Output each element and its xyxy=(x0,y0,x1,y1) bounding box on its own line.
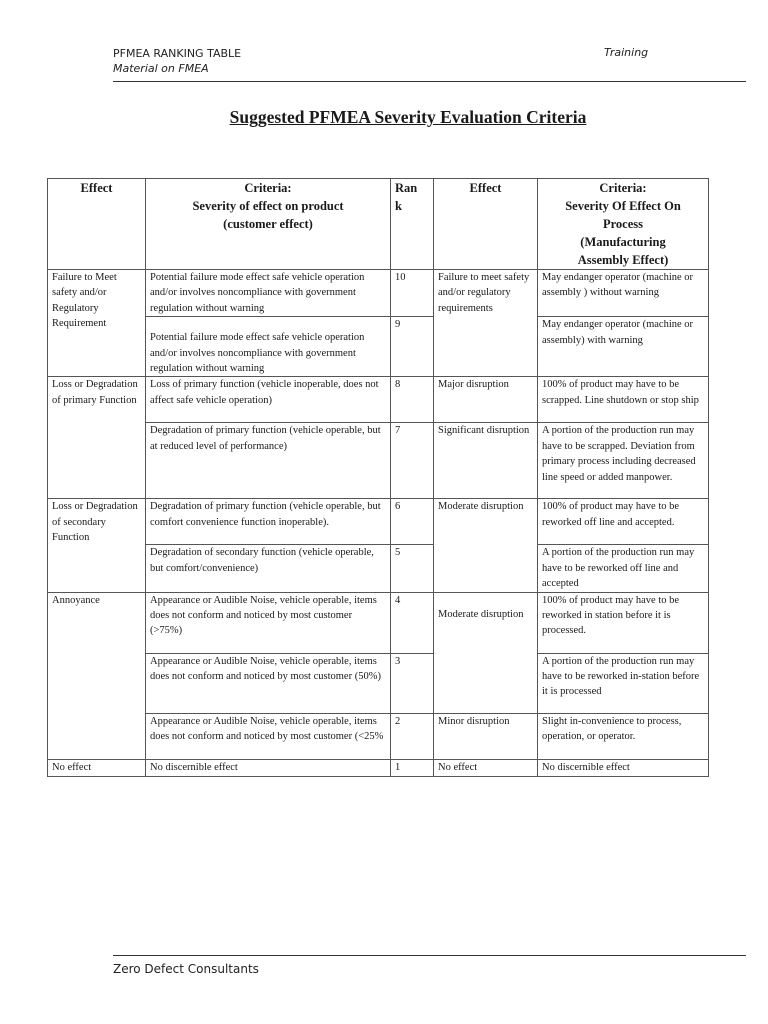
rank-cell: 9 xyxy=(391,317,434,377)
table-row xyxy=(48,317,709,377)
col-header-process-criteria: Criteria: Severity Of Effect On Process (Manufacturing Assembly Effect) xyxy=(538,179,709,270)
table-row xyxy=(48,653,709,713)
rank-cell: 1 xyxy=(391,759,434,776)
header-right-label: Training xyxy=(604,46,649,59)
proc-effect-cell: Significant disruption xyxy=(434,423,538,499)
page-title: Suggested PFMEA Severity Evaluation Criteria xyxy=(229,107,587,127)
proc-criteria-cell: May endanger operator (machine or assembly) with warning xyxy=(538,317,709,377)
table-row xyxy=(48,713,709,759)
proc-criteria-cell: May endanger operator (machine or assembly ) without warning xyxy=(538,270,709,317)
proc-criteria-cell: 100% of product may have to be reworked in station before it is processed. xyxy=(538,592,709,653)
header-doc-subtitle: Material on FMEA xyxy=(113,62,209,75)
rank-cell: 8 xyxy=(391,377,434,423)
cust-criteria-cell: Appearance or Audible Noise, vehicle operable, items does not conform and noticed by most customer (<25% xyxy=(146,713,391,759)
rank-cell: 2 xyxy=(391,713,434,759)
col-header-rank: Ran k xyxy=(391,179,434,270)
header-divider xyxy=(113,81,746,82)
proc-criteria-cell: A portion of the production run may have to be reworked in-station before it is processed xyxy=(538,653,709,713)
rank-cell: 4 xyxy=(391,592,434,653)
proc-criteria-cell: 100% of product may have to be scrapped. Line shutdown or stop ship xyxy=(538,377,709,423)
header-doc-title: PFMEA RANKING TABLE xyxy=(113,47,242,60)
cust-criteria-cell: Appearance or Audible Noise, vehicle operable, items does not conform and noticed by most customer (>75%) xyxy=(146,592,391,653)
col-header-effect: Effect xyxy=(48,179,146,270)
header-left xyxy=(113,46,241,76)
cust-effect-cell: Failure to Meet safety and/or Regulatory Requirement xyxy=(48,270,146,377)
table-row xyxy=(48,270,709,317)
proc-criteria-cell: Slight in-convenience to process, operation, or operator. xyxy=(538,713,709,759)
rank-cell: 10 xyxy=(391,270,434,317)
cust-criteria-cell: No discernible effect xyxy=(146,759,391,776)
rank-cell: 5 xyxy=(391,545,434,592)
proc-criteria-cell: 100% of product may have to be reworked off line and accepted. xyxy=(538,499,709,545)
col-header-process-effect: Effect xyxy=(434,179,538,270)
cust-criteria-cell: Degradation of primary function (vehicle operable, but comfort convenience function inoperable). xyxy=(146,499,391,545)
proc-effect-cell: Moderate disruption xyxy=(434,499,538,545)
table-row xyxy=(48,545,709,592)
cust-effect-cell: Loss or Degradation of secondary Function xyxy=(48,499,146,592)
proc-criteria-cell: A portion of the production run may have to be scrapped. Deviation from primary process including decreased line speed or added manpower. xyxy=(538,423,709,499)
footer-divider xyxy=(113,955,746,956)
cust-effect-cell: Loss or Degradation of primary Function xyxy=(48,377,146,499)
cust-effect-cell: No effect xyxy=(48,759,146,776)
cust-criteria-cell: Appearance or Audible Noise, vehicle operable, items does not conform and noticed by most customer (50%) xyxy=(146,653,391,713)
cust-effect-cell: Annoyance xyxy=(48,592,146,759)
table-header-row xyxy=(48,179,709,270)
severity-criteria-table xyxy=(47,178,709,777)
proc-criteria-cell: No discernible effect xyxy=(538,759,709,776)
proc-effect-cell-empty xyxy=(434,545,538,592)
cust-criteria-cell: Potential failure mode effect safe vehicle operation and/or involves noncompliance with government regulation without warning xyxy=(146,270,391,317)
cust-criteria-cell: Degradation of primary function (vehicle operable, but at reduced level of performance) xyxy=(146,423,391,499)
proc-criteria-cell: A portion of the production run may have to be reworked off line and accepted xyxy=(538,545,709,592)
table-row xyxy=(48,499,709,545)
proc-effect-cell: Major disruption xyxy=(434,377,538,423)
cust-criteria-cell: Loss of primary function (vehicle inoperable, does not affect safe vehicle operation) xyxy=(146,377,391,423)
footer-text: Zero Defect Consultants xyxy=(113,962,259,976)
table-row xyxy=(48,592,709,653)
rank-cell: 7 xyxy=(391,423,434,499)
proc-effect-cell: Failure to meet safety and/or regulatory requirements xyxy=(434,270,538,377)
cust-criteria-cell: Degradation of secondary function (vehicle operable, but comfort/convenience) xyxy=(146,545,391,592)
proc-effect-cell: Moderate disruption xyxy=(434,592,538,713)
table-row xyxy=(48,423,709,499)
table-row xyxy=(48,759,709,776)
proc-effect-cell: No effect xyxy=(434,759,538,776)
rank-cell: 6 xyxy=(391,499,434,545)
proc-effect-cell: Minor disruption xyxy=(434,713,538,759)
col-header-customer-criteria: Criteria: Severity of effect on product (customer effect) xyxy=(146,179,391,270)
rank-cell: 3 xyxy=(391,653,434,713)
table-row xyxy=(48,377,709,423)
cust-criteria-cell: Potential failure mode effect safe vehicle operation and/or involves noncompliance with government regulation without warning xyxy=(146,317,391,377)
